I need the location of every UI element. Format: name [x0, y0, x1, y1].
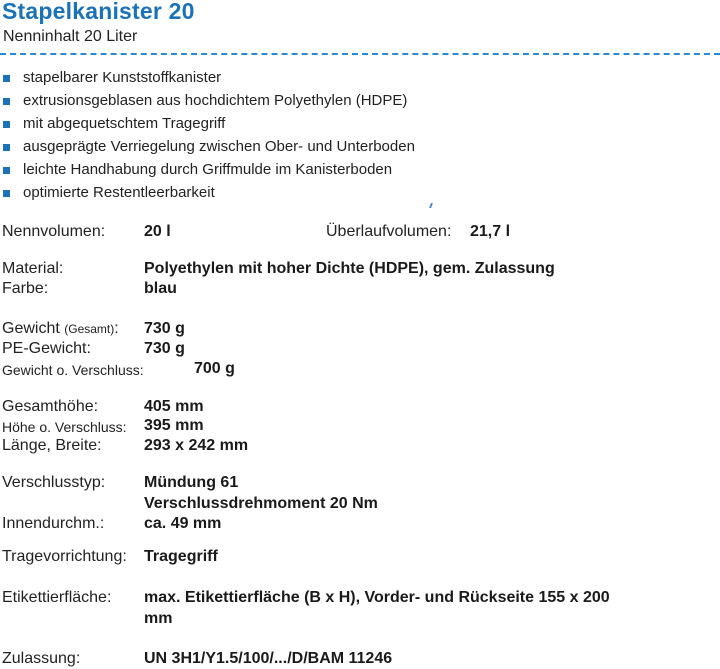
spec-value: blau: [144, 280, 177, 297]
feature-text: stapelbarer Kunststoffkanister: [23, 69, 222, 86]
bullet-square-icon: [3, 167, 10, 174]
spec-label-note: (Gesamt): [64, 322, 115, 336]
spec-label-main: Gewicht: [2, 320, 60, 337]
spec-value: max. Etikettierfläche (B x H), Vorder- und Rückseite 155 x 200: [144, 589, 610, 606]
spec-label: Höhe o. Verschluss:: [2, 419, 127, 435]
feature-item: [0, 183, 415, 206]
spec-value: ca. 49 mm: [144, 515, 222, 532]
spec-value: mm: [144, 610, 173, 627]
spec-label: Gewicht o. Verschluss:: [2, 362, 144, 378]
feature-item: [0, 68, 415, 91]
spec-value: UN 3H1/Y1.5/100/.../D/BAM 11246: [144, 650, 393, 667]
spec-value: 730 g: [144, 320, 185, 337]
spec-label: Gesamthöhe:: [2, 398, 99, 415]
spec-label: Gewicht (Gesamt):: [2, 320, 119, 337]
stray-mark: [429, 203, 433, 208]
bullet-square-icon: [3, 144, 10, 151]
spec-value: Polyethylen mit hoher Dichte (HDPE), gem. Zulassung: [144, 260, 555, 277]
spec-value: 405 mm: [144, 398, 204, 415]
spec-label: Länge, Breite:: [2, 437, 102, 454]
feature-item: [0, 91, 415, 114]
feature-text: optimierte Restentleerbarkeit: [23, 184, 215, 201]
spec-value: 293 x 242 mm: [144, 437, 249, 454]
spec-label: Material:: [2, 260, 64, 277]
bullet-square-icon: [3, 98, 10, 105]
feature-item: [0, 160, 415, 183]
feature-item: [0, 114, 415, 137]
spec-label: Verschlusstyp:: [2, 474, 106, 491]
bullet-square-icon: [3, 190, 10, 197]
spec-label: Überlaufvolumen:: [326, 223, 452, 240]
dashed-divider: [0, 53, 720, 55]
spec-label: PE-Gewicht:: [2, 340, 91, 357]
spec-value: Tragegriff: [144, 548, 218, 565]
spec-value: 700 g: [194, 360, 235, 377]
spec-value: Mündung 61: [144, 474, 239, 491]
feature-text: extrusionsgeblasen aus hochdichtem Polyethylen (HDPE): [23, 92, 408, 109]
feature-text: ausgeprägte Verriegelung zwischen Ober- und Unterboden: [23, 138, 415, 155]
feature-text: leichte Handhabung durch Griffmulde im Kanisterboden: [23, 161, 393, 178]
spec-label: Innendurchm.:: [2, 515, 105, 532]
feature-text: mit abgequetschtem Tragegriff: [23, 115, 226, 132]
spec-label: Nennvolumen:: [2, 223, 106, 240]
spec-label: Farbe:: [2, 280, 49, 297]
feature-list: [0, 68, 415, 206]
bullet-square-icon: [3, 121, 10, 128]
spec-label: Tragevorrichtung:: [2, 548, 127, 565]
spec-value: 21,7 l: [470, 223, 511, 240]
spec-value: 395 mm: [144, 417, 204, 434]
spec-value: Verschlussdrehmoment 20 Nm: [144, 495, 378, 512]
product-subtitle: Nenninhalt 20 Liter: [3, 28, 138, 45]
product-title: Stapelkanister 20: [2, 0, 195, 24]
bullet-square-icon: [3, 75, 10, 82]
spec-value: 730 g: [144, 340, 185, 357]
spec-value: 20 l: [144, 223, 171, 240]
spec-label: Zulassung:: [2, 650, 81, 667]
feature-item: [0, 137, 415, 160]
spec-label: Etikettierfläche:: [2, 589, 112, 606]
